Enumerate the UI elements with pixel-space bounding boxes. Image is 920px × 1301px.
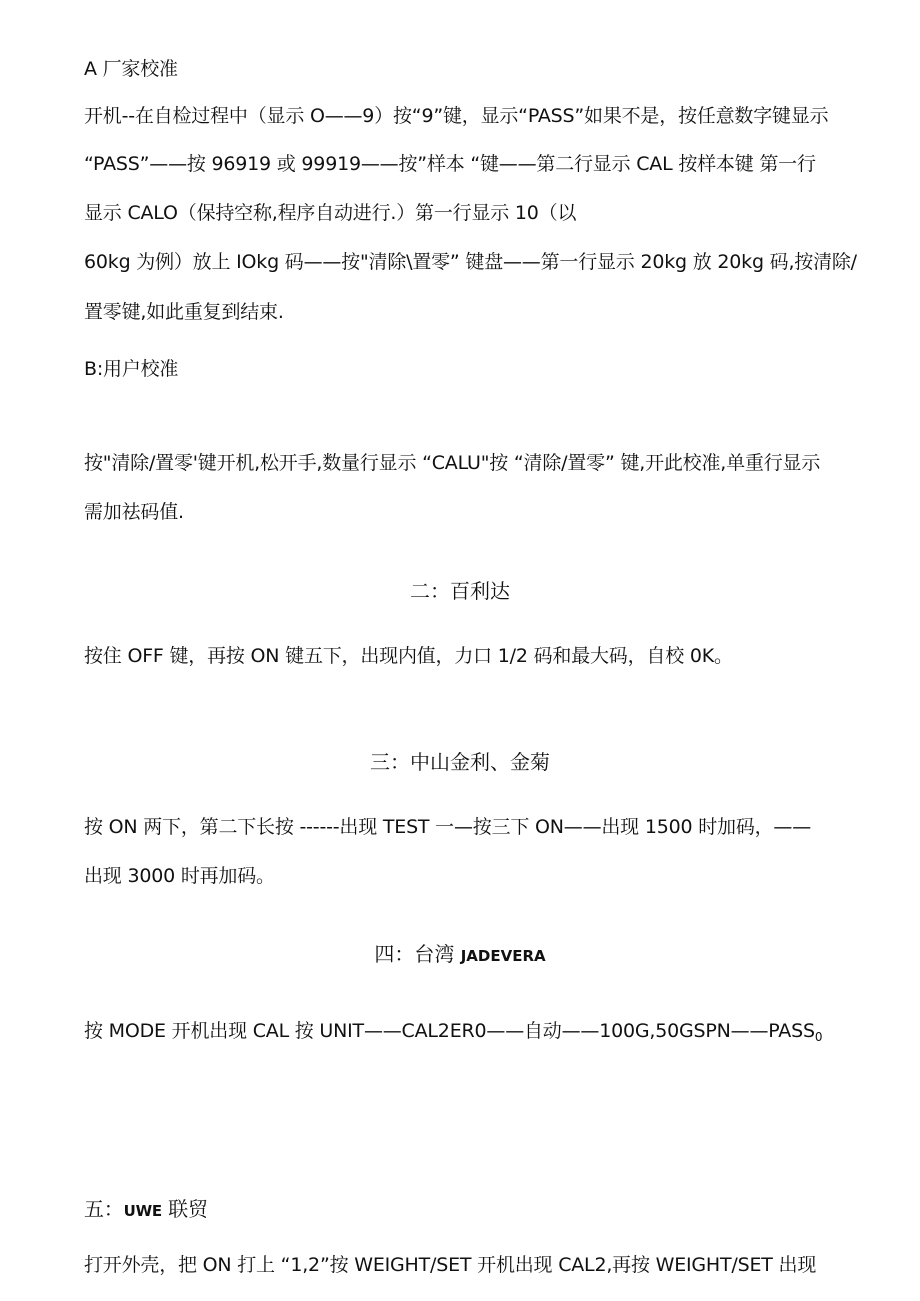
section-b-line-1: 按"清除/置零'键开机,松开手,数量行显示 “CALU"按 “清除/置零” 键,开此校准,单重行显示 bbox=[84, 452, 821, 474]
section-a-line-1: 开机--在自检过程中（显示 O——9）按“9”键，显示“PASS”如果不是，按任意数字键显示 bbox=[84, 105, 829, 127]
section-a-line-5: 置零键,如此重复到结束. bbox=[84, 301, 284, 323]
section-5-title-prefix: 五： bbox=[84, 1197, 124, 1221]
section-4-title-brand: JADEVERA bbox=[460, 947, 546, 965]
section-4-title bbox=[0, 938, 920, 967]
section-a-line-4: 60kg 为例）放上 IOkg 码——按"清除\置零” 键盘——第一行显示 20kg 放 20kg 码,按清除/ bbox=[84, 251, 857, 273]
section-5-title-suffix: 联贸 bbox=[161, 1197, 208, 1221]
section-4-line-1 bbox=[84, 1016, 822, 1043]
section-5-line-1: 打开外壳，把 ON 打上 “1,2”按 WEIGHT/SET 开机出现 CAL2,再按 WEIGHT/SET 出现 bbox=[84, 1254, 817, 1276]
section-5-title bbox=[84, 1193, 208, 1222]
section-2-title: 二：百利达 bbox=[410, 579, 510, 603]
section-3-title: 三：中山金利、金菊 bbox=[370, 750, 550, 774]
section-4-title-prefix: 四：台湾 bbox=[374, 942, 461, 966]
section-a-line-2: “PASS”——按 96919 或 99919——按”样本 “键——第二行显示 CAL 按样本键 第一行 bbox=[84, 153, 816, 175]
section-b-line-2: 需加祛码值. bbox=[84, 501, 184, 523]
section-3-line-1: 按 ON 两下，第二下长按 ------出现 TEST 一—按三下 ON——出现 1500 时加码，—— bbox=[84, 816, 812, 838]
section-2-line-1: 按住 OFF 键，再按 ON 键五下，出现内值，力口 1/2 码和最大码，自校 0K。 bbox=[84, 645, 733, 667]
section-a-line-3: 显示 CALO（保持空称,程序自动进行.）第一行显示 10（以 bbox=[84, 202, 577, 224]
section-a-title: A 厂家校准 bbox=[84, 58, 178, 80]
section-4-line-subscript: 0 bbox=[814, 1030, 823, 1044]
section-3-line-2: 出现 3000 时再加码。 bbox=[84, 865, 275, 887]
section-b-title: B:用户校准 bbox=[84, 358, 179, 380]
section-4-line-main: 按 MODE 开机出现 CAL 按 UNIT——CAL2ER0——自动——100G,50GSPN——PASS bbox=[84, 1020, 815, 1042]
section-5-title-brand: UWE bbox=[123, 1202, 162, 1220]
